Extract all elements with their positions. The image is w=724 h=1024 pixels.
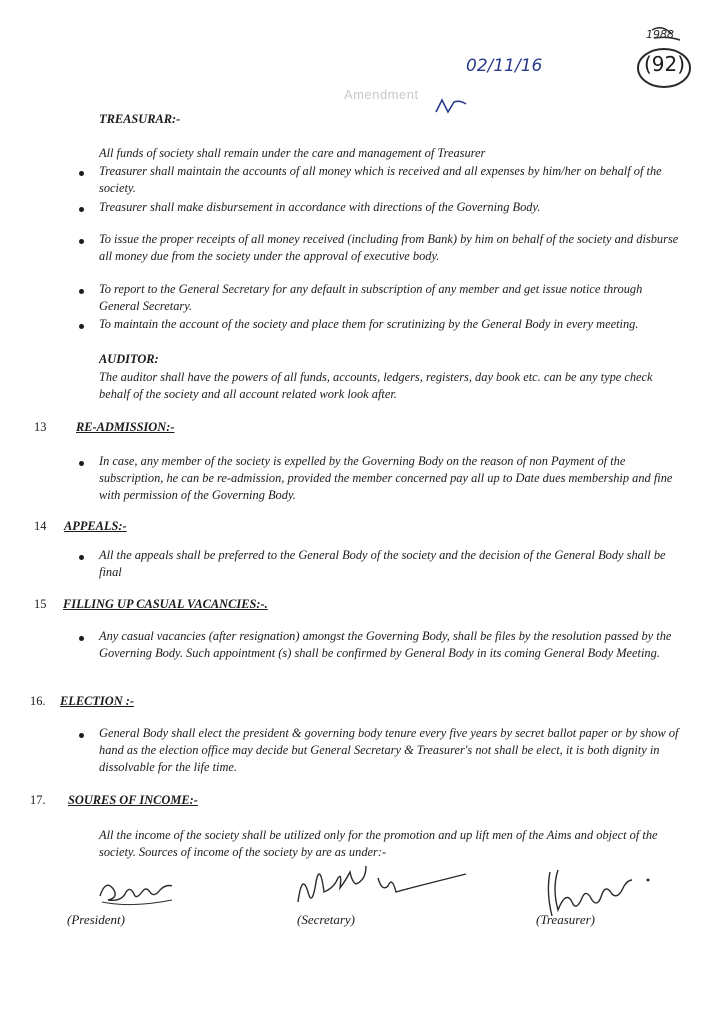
treasurer-heading: TREASURAR:- xyxy=(99,112,181,126)
bullet-icon xyxy=(79,171,84,176)
secretary-label: (Secretary) xyxy=(297,912,355,927)
section-16-number: 16. xyxy=(30,694,46,708)
treasurer-bullet-4: To report to the General Secretary for any default in subscription of any member and get issue notice through General Secretary. xyxy=(99,282,643,313)
section-13-number: 13 xyxy=(34,420,47,434)
section-16-text: General Body shall elect the president & governing body tenure every five years by secret ballot paper or by show of hand as the election office may decide but General Secretary & Treasurer's not shall be elect, it is both dignity in dissolvable for the life time. xyxy=(99,726,679,774)
initials-mark-icon xyxy=(434,96,468,118)
bullet-icon xyxy=(79,239,84,244)
section-13-title: RE-ADMISSION:- xyxy=(76,420,175,434)
treasurer-label: (Treasurer) xyxy=(536,912,595,927)
section-15-title: FILLING UP CASUAL VACANCIES:-. xyxy=(63,597,268,611)
section-15-number: 15 xyxy=(34,597,47,611)
auditor-text: The auditor shall have the powers of all funds, accounts, ledgers, registers, day book etc. can be any type check behalf of the society and all account related work look after. xyxy=(99,370,653,401)
handwritten-date: 02/11/16 xyxy=(466,56,543,76)
section-17-number: 17. xyxy=(30,793,46,807)
treasurer-intro: All funds of society shall remain under the care and management of Treasurer xyxy=(99,146,486,160)
bullet-icon xyxy=(79,289,84,294)
bullet-icon xyxy=(79,636,84,641)
president-signature-icon xyxy=(96,872,182,912)
section-15-text: Any casual vacancies (after resignation) amongst the Governing Body, shall be files by the resolution passed by the Governing Body. Such appointment (s) shall be confirmed by General Body in its coming General Body Meeting. xyxy=(99,629,672,660)
amendment-stamp: Amendment xyxy=(344,87,419,102)
bullet-icon xyxy=(79,461,84,466)
bullet-icon xyxy=(79,555,84,560)
treasurer-bullet-3: To issue the proper receipts of all money received (including from Bank) by him on behalf of the society and disburse all money due from the society under the approval of executive body. xyxy=(99,232,679,263)
treasurer-bullet-5: To maintain the account of the society and place them for scrutinizing by the General Body in every meeting. xyxy=(99,317,639,331)
treasurer-bullet-1: Treasurer shall maintain the accounts of all money which is received and all expenses by him/her on behalf of the society. xyxy=(99,164,662,195)
page-number: (92) xyxy=(644,52,686,76)
bullet-icon xyxy=(79,733,84,738)
president-label: (President) xyxy=(67,912,125,927)
secretary-signature-icon xyxy=(290,862,470,912)
section-17-title: SOURES OF INCOME:- xyxy=(68,793,198,807)
bullet-icon xyxy=(79,324,84,329)
page-number-top: 1988 xyxy=(646,28,674,41)
bullet-icon xyxy=(79,207,84,212)
section-16-title: ELECTION :- xyxy=(60,694,134,708)
auditor-heading: AUDITOR: xyxy=(99,352,159,366)
section-13-text: In case, any member of the society is expelled by the Governing Body on the reason of non Payment of the subscription, he can be re-admission, provided the member concerned pay all up to Date dues membership and fine with permission of the Governing Body. xyxy=(99,454,673,502)
section-14-number: 14 xyxy=(34,519,47,533)
page-number-stamp xyxy=(632,20,696,92)
section-17-text: All the income of the society shall be utilized only for the promotion and up lift men of the Aims and object of the society. Sources of income of the society by are as under:- xyxy=(99,828,658,859)
section-14-text: All the appeals shall be preferred to the General Body of the society and the decision of the General Body shall be final xyxy=(99,548,666,579)
section-14-title: APPEALS:- xyxy=(64,519,127,533)
treasurer-bullet-2: Treasurer shall make disbursement in accordance with directions of the Governing Body. xyxy=(99,200,541,214)
